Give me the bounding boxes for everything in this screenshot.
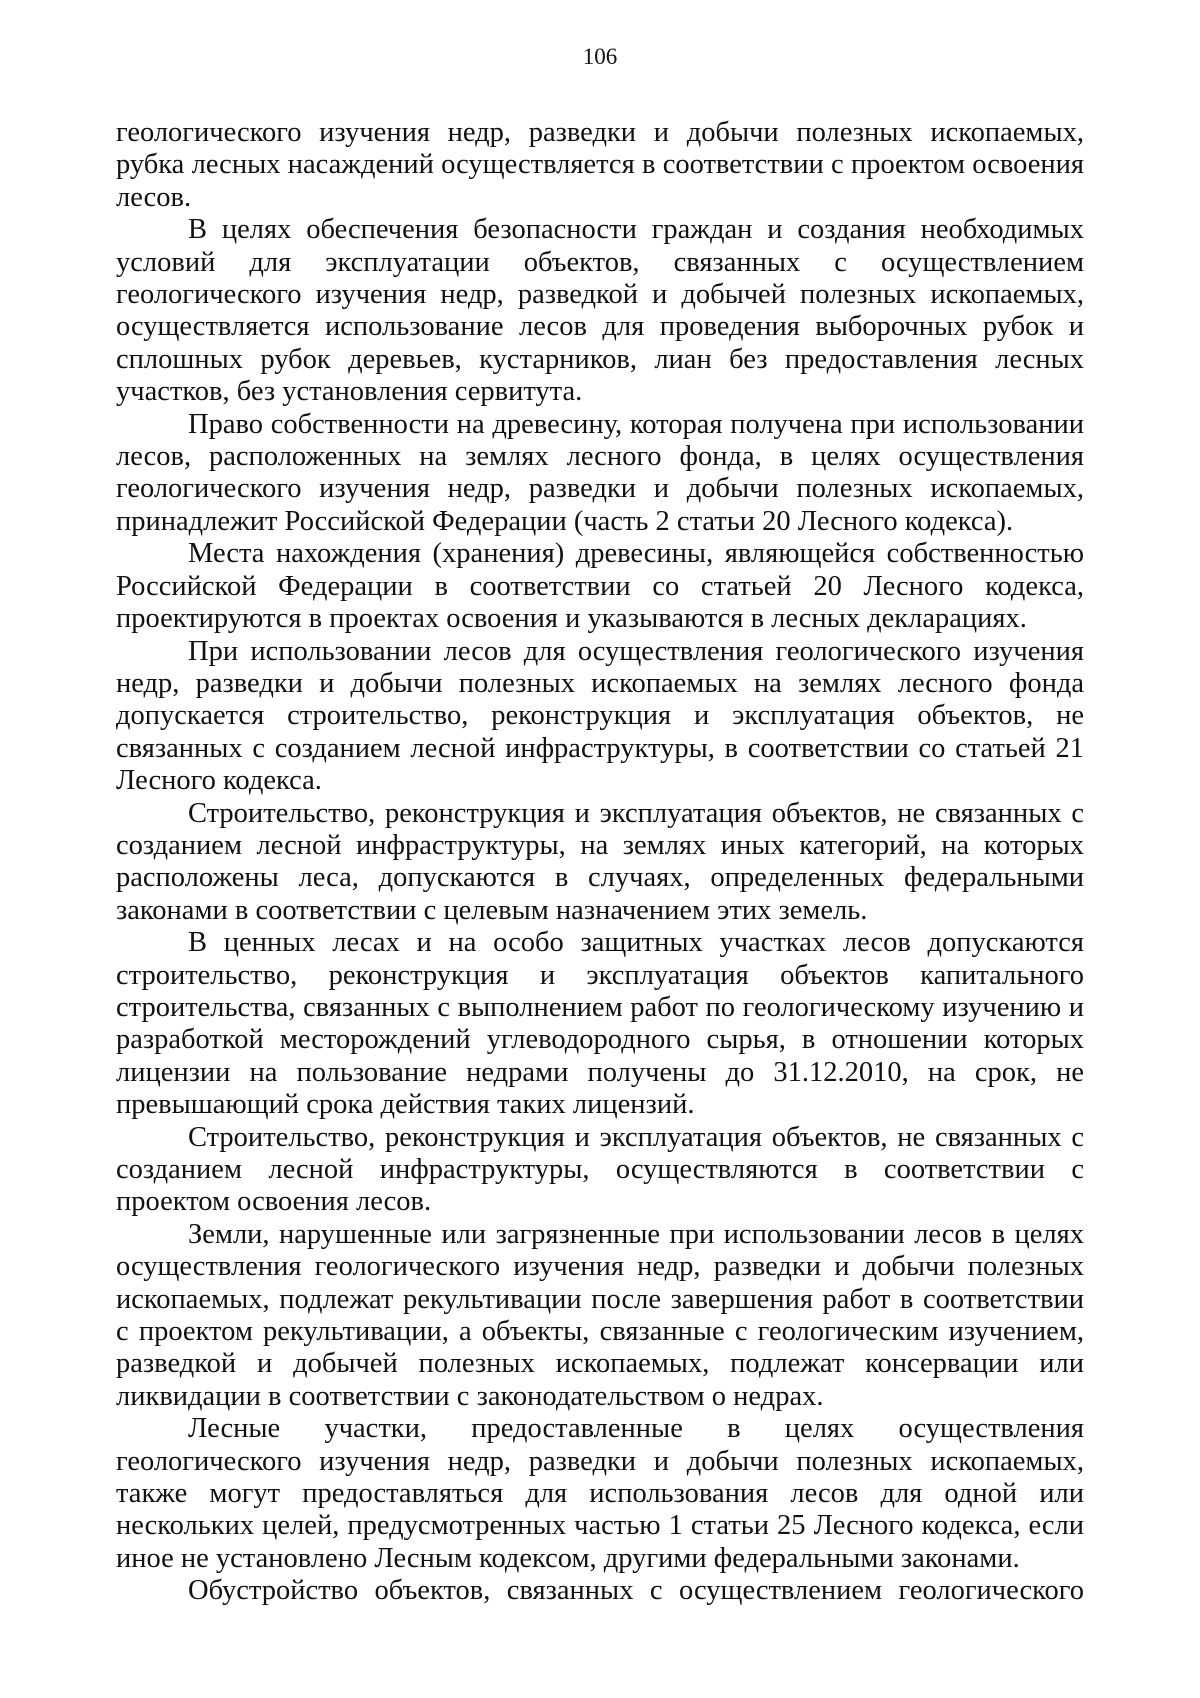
paragraph: геологического изучения недр, разведки и добычи полезных ископаемых, рубка лесных насаждений осуществляется в соответствии с проектом освоения лесов.	[116, 117, 1084, 213]
paragraph: Места нахождения (хранения) древесины, являющейся собственностью Российской Федерации в соответствии со статьей 20 Лесного кодекса, проектируются в проектах освоения и указываются в лесных декларациях.	[116, 538, 1084, 635]
paragraph: Строительство, реконструкция и эксплуатация объектов, не связанных с созданием лесной инфраструктуры, на землях иных категорий, на которых расположены леса, допускаются в случаях, определенных федеральными законами в соответствии с целевым назначением этих земель.	[116, 797, 1084, 926]
paragraph: Земли, нарушенные или загрязненные при использовании лесов в целях осуществления геологического изучения недр, разведки и добычи полезных ископаемых, подлежат рекультивации после завершения работ в соответствии с проектом рекультивации, а объекты, связанные с геологическим изучением, разведкой и добычей полезных ископаемых, подлежат консервации или ликвидации в соответствии с законодательством о недрах.	[116, 1218, 1084, 1412]
paragraph: Право собственности на древесину, которая получена при использовании лесов, расположенных на землях лесного фонда, в целях осуществления геологического изучения недр, разведки и добычи полезных ископаемых, принадлежит Российской Федерации (часть 2 статьи 20 Лесного кодекса).	[116, 408, 1084, 537]
paragraph: Строительство, реконструкция и эксплуатация объектов, не связанных с созданием лесной инфраструктуры, осуществляются в соответствии с проектом освоения лесов.	[116, 1121, 1084, 1218]
paragraph: В ценных лесах и на особо защитных участках лесов допускаются строительство, реконструкция и эксплуатация объектов капитального строительства, связанных с выполнением работ по геологическому изучению и разработкой месторождений углеводородного сырья, в отношении которых лицензии на пользование недрами получены до 31.12.2010, на срок, не превышающий срока действия таких лицензий.	[116, 927, 1084, 1121]
paragraph-continued: Обустройство объектов, связанных с осуществлением геологического	[188, 1575, 1084, 1607]
document-body	[116, 117, 1084, 1608]
paragraph: В целях обеспечения безопасности граждан и создания необходимых условий для эксплуатации объектов, связанных с осуществлением геологического изучения недр, разведкой и добычей полезных ископаемых, осуществляется использование лесов для проведения выборочных рубок и сплошных рубок деревьев, кустарников, лиан без предоставления лесных участков, без установления сервитута.	[116, 214, 1084, 408]
page-number: 106	[582, 44, 618, 69]
paragraph: При использовании лесов для осуществления геологического изучения недр, разведки и добычи полезных ископаемых на землях лесного фонда допускается строительство, реконструкция и эксплуатация объектов, не связанных с созданием лесной инфраструктуры, в соответствии со статьей 21 Лесного кодекса.	[116, 635, 1084, 797]
paragraph: Лесные участки, предоставленные в целях осуществления геологического изучения недр, разведки и добычи полезных ископаемых, также могут предоставляться для использования лесов для одной или нескольких целей, предусмотренных частью 1 статьи 25 Лесного кодекса, если иное не установлено Лесным кодексом, другими федеральными законами.	[116, 1413, 1084, 1574]
